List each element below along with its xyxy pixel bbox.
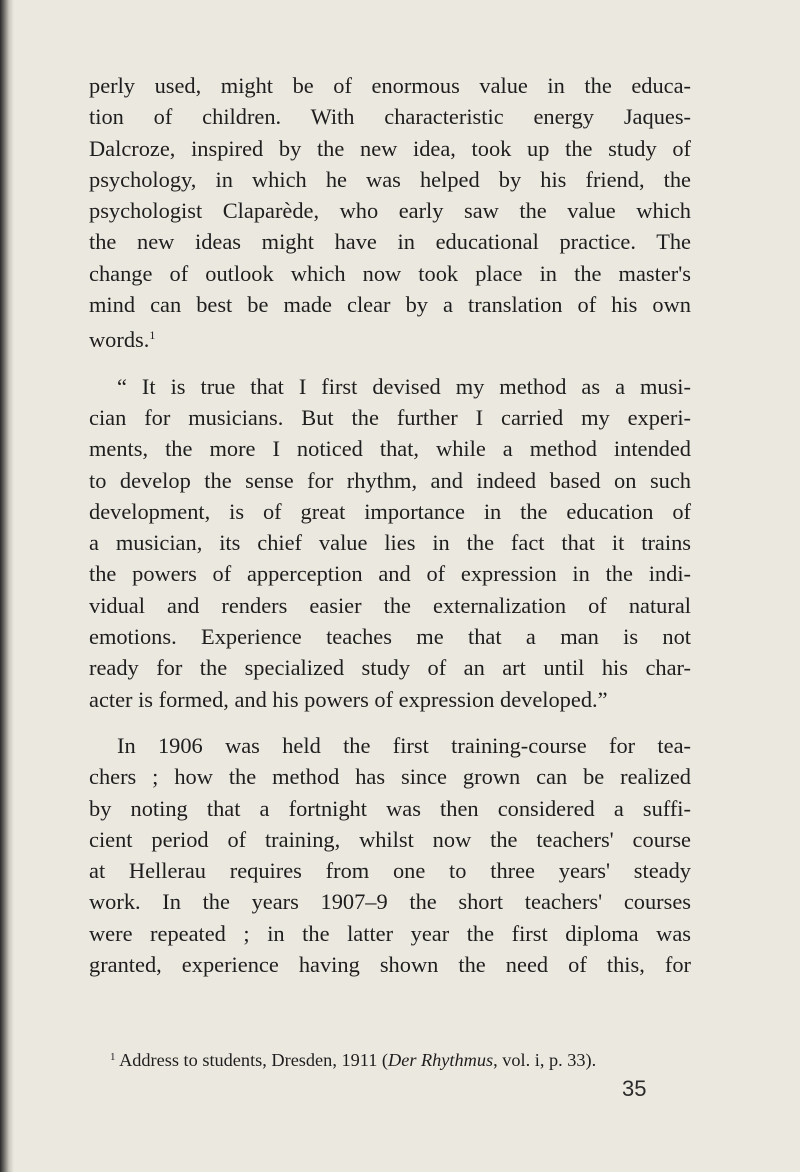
text-line: psychologist Claparède, who early saw the value which: [89, 198, 691, 224]
text-line: words.: [89, 327, 150, 353]
text-line: the new ideas might have in educational practice. The: [89, 229, 691, 255]
text-line: work. In the years 1907–9 the short teachers' courses: [89, 889, 691, 915]
text-line: by noting that a fortnight was then considered a suffi-: [89, 795, 691, 821]
text-line: vidual and renders easier the externalization of natural: [89, 592, 691, 618]
footnote-marker: 1: [110, 1051, 116, 1063]
text-line: granted, experience having shown the need of this, for: [89, 952, 691, 978]
paragraph-3: [89, 730, 691, 980]
footnote-text-after: , vol. i, p. 33).: [493, 1050, 597, 1070]
text-line: psychology, in which he was helped by his friend, the: [89, 166, 691, 192]
paragraph-2: [89, 371, 691, 715]
text-line: ready for the specialized study of an art until his char-: [89, 655, 691, 681]
text-line: mind can best be made clear by a translation of his own: [89, 292, 691, 318]
text-line-last: [89, 320, 691, 355]
text-line: emotions. Experience teaches me that a man is not: [89, 624, 691, 650]
text-line: chers ; how the method has since grown can be realized: [89, 764, 691, 790]
text-line: cient period of training, whilst now the teachers' course: [89, 826, 691, 852]
text-line: tion of children. With characteristic energy Jaques-: [89, 104, 691, 130]
text-line: ments, the more I noticed that, while a method intended: [89, 436, 691, 462]
text-line: perly used, might be of enormous value in the educa-: [89, 73, 691, 98]
footnote-reference: 1: [149, 328, 156, 343]
text-line: cian for musicians. But the further I carried my experi-: [89, 404, 691, 430]
text-line: were repeated ; in the latter year the first diploma was: [89, 920, 691, 946]
body-text: [89, 70, 691, 980]
spine-shadow: [0, 0, 14, 1172]
paragraph-1: [89, 70, 691, 356]
text-line: change of outlook which now took place in the master's: [89, 260, 691, 286]
footnote-title: Der Rhythmus: [388, 1050, 494, 1070]
text-line: acter is formed, and his powers of expression developed.”: [89, 686, 608, 712]
text-line: development, is of great importance in the education of: [89, 498, 691, 524]
text-line: at Hellerau requires from one to three years' steady: [89, 858, 691, 884]
footnote-text-before: Address to students, Dresden, 1911 (: [119, 1050, 388, 1070]
text-line: Dalcroze, inspired by the new idea, took up the study of: [89, 135, 691, 161]
footnote: [110, 1050, 596, 1071]
text-line: a musician, its chief value lies in the fact that it trains: [89, 530, 691, 556]
text-line: to develop the sense for rhythm, and indeed based on such: [89, 467, 691, 493]
paragraph-gap: [89, 356, 691, 371]
paragraph-gap: [89, 715, 691, 730]
page-number: 35: [622, 1076, 647, 1101]
text-line: “ It is true that I first devised my method as a musi-: [117, 373, 691, 399]
text-line: the powers of apperception and of expression in the indi-: [89, 561, 691, 587]
text-line: In 1906 was held the first training-course for tea-: [117, 732, 691, 758]
